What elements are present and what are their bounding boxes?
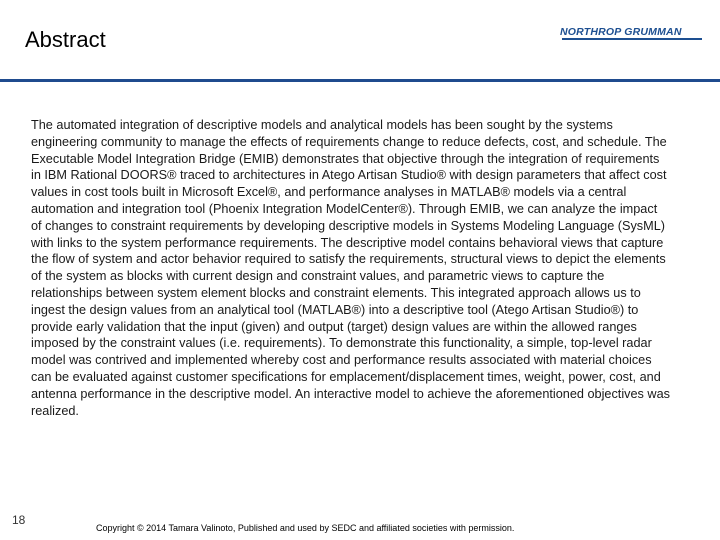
northrop-grumman-logo [560, 26, 704, 46]
logo-underline [562, 38, 702, 40]
copyright-notice: Copyright © 2014 Tamara Valinoto, Published and used by SEDC and affiliated societies with permission. [96, 523, 515, 533]
slide-title: Abstract [25, 27, 106, 52]
abstract-body: The automated integration of descriptive models and analytical models has been sought by the systems engineering community to manage the effects of requirements change to reduce defects, cost, and schedule. The Executable Model Integration Bridge (EMIB) demonstrates that objective through the integration of requirements in IBM Rational DOORS® traced to architectures in Atego Artisan Studio® with design parameters that affect cost values in cost tools built in Microsoft Excel®, and performance analyses in MATLAB® models via a central automation and integration tool (Phoenix Integration ModelCenter®). Through EMIB, we can analyze the impact of changes to constraint requirements by developing descriptive models in Systems Modeling Language (SysML) with links to the system performance requirements. The descriptive model contains behavioral views that capture the flow of system and actor behavior required to satisfy the requirements, structural views to depict the elements of the system as blocks with current design and constraint values, and parametric views to capture the relationships between system element blocks and constraint elements. This integrated approach allows us to ingest the design values from an analytical tool (MATLAB®) into a descriptive tool (Atego Artisan Studio®) to provide early validation that the input (given) and output (target) design values are within the allowed ranges imposed by the constraint values (i.e. requirements). To demonstrate this functionality, a simple, top-level radar model was contrived and implemented whereby cost and performance results associated with material choices can be evaluated against customer specifications for emplacement/displacement times, weight, power, cost, and antenna performance in the descriptive model. An interactive model to achieve the aforementioned objectives was realized. [31, 118, 670, 418]
title-divider [0, 79, 720, 82]
logo-wordmark: NORTHROP GRUMMAN [560, 26, 682, 38]
page-number: 18 [12, 513, 26, 527]
